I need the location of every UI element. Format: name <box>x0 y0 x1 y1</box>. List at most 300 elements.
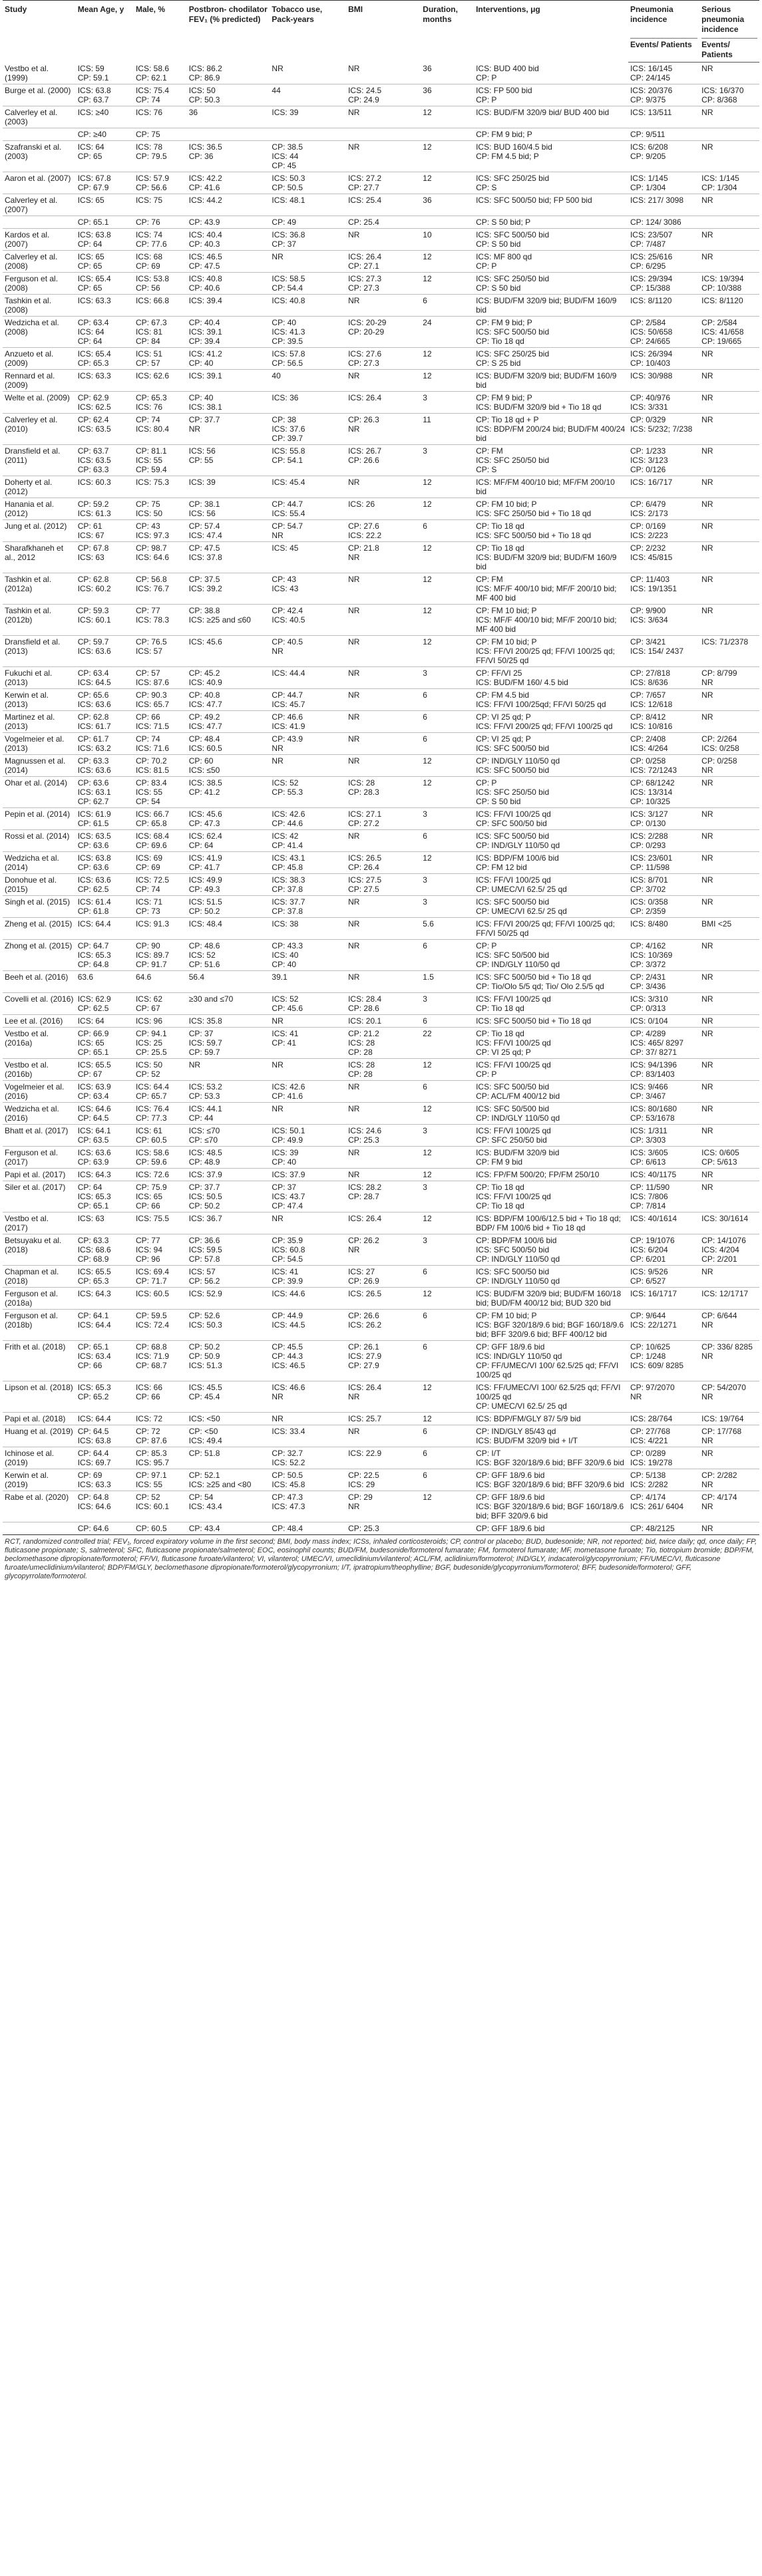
age-cell-line: CP: 64.6 <box>77 1524 109 1533</box>
duration-cell: 6 <box>421 1425 474 1447</box>
age-cell-line: CP: 63.7 <box>77 446 109 456</box>
serious-pneumonia-cell <box>699 348 759 370</box>
duration-cell: 3 <box>421 1125 474 1147</box>
serious-pneumonia-cell-line: ICS: 12/1717 <box>701 1289 749 1298</box>
duration-cell: 3 <box>421 392 474 414</box>
fev-cell-line: ICS: 40.4 <box>188 230 222 239</box>
table-row <box>3 918 759 940</box>
fev-cell <box>187 370 270 392</box>
duration-cell: 6 <box>421 520 474 542</box>
pneumonia-cell <box>628 971 699 993</box>
tobacco-cell <box>270 1425 346 1447</box>
tobacco-cell-line: CP: 41 <box>272 1038 297 1048</box>
pneumonia-cell-line: ICS: 8/701 <box>630 875 668 885</box>
fev-cell <box>187 874 270 896</box>
male-cell-line: ICS: 81.5 <box>135 766 169 775</box>
serious-pneumonia-cell-line: NR <box>701 575 713 584</box>
fev-cell-line: ICS: 36.7 <box>188 1214 222 1223</box>
male-cell-line: CP: 98.7 <box>135 543 167 553</box>
study-cell: Calverley et al. (2010) <box>3 414 76 445</box>
male-cell-line: CP: 69.6 <box>135 841 167 850</box>
serious-pneumonia-cell <box>699 918 759 940</box>
tobacco-cell <box>270 1522 346 1535</box>
male-cell-line: CP: 68.8 <box>135 1342 167 1352</box>
pneumonia-cell-line: ICS: 25/616 <box>630 252 673 261</box>
study-cell: Rossi et al. (2014) <box>3 830 76 852</box>
pneumonia-cell-line: CP: 2/584 <box>630 318 666 327</box>
male-cell-line: CP: 75.9 <box>135 1183 167 1192</box>
fev-cell <box>187 229 270 251</box>
tobacco-cell-line: ICS: 44.6 <box>272 1289 305 1298</box>
fev-cell <box>187 273 270 295</box>
pneumonia-cell-line: ICS: 2/173 <box>630 509 668 518</box>
study-cell: Kerwin et al. (2019) <box>3 1469 76 1491</box>
duration-cell: 6 <box>421 1469 474 1491</box>
fev-cell-line: 36 <box>188 108 198 117</box>
fev-cell <box>187 1147 270 1169</box>
age-cell <box>76 874 134 896</box>
interventions-cell <box>474 1015 628 1028</box>
tobacco-cell-line: CP: 40 <box>272 318 297 327</box>
duration-cell: 12 <box>421 777 474 808</box>
fev-cell-line: CP: 60 <box>188 756 214 766</box>
serious-pneumonia-cell <box>699 1181 759 1213</box>
bmi-cell <box>346 1169 421 1181</box>
age-cell-line: CP: 65.6 <box>77 690 109 700</box>
fev-cell-line: ICS: 49.4 <box>188 1436 222 1445</box>
interventions-cell-line: CP: S <box>476 465 497 474</box>
study-cell: Fukuchi et al. (2013) <box>3 667 76 689</box>
pneumonia-cell-line: ICS: 16/145 <box>630 64 673 73</box>
interventions-cell <box>474 808 628 830</box>
fev-cell-line: CP: 39.4 <box>188 337 220 346</box>
pneumonia-cell <box>628 1028 699 1059</box>
bmi-cell-line: NR <box>348 1104 360 1113</box>
study-cell: Kerwin et al. (2013) <box>3 689 76 711</box>
tobacco-cell <box>270 128 346 141</box>
interventions-cell <box>474 392 628 414</box>
fev-cell <box>187 1491 270 1522</box>
interventions-cell-line: CP: FM 10 bid; P <box>476 606 537 615</box>
male-cell-line: CP: 59.6 <box>135 1157 167 1167</box>
fev-cell-line: CP: 48.4 <box>188 734 220 744</box>
fev-cell <box>187 1469 270 1491</box>
bmi-cell-line: NR <box>348 690 360 700</box>
pneumonia-cell-line: ICS: 72/1243 <box>630 766 677 775</box>
interventions-cell-line: ICS: BUD/FM 320/9 bid + Tio 18 qd <box>476 402 602 412</box>
serious-pneumonia-cell-line: NR <box>701 1060 713 1070</box>
fev-cell <box>187 573 270 605</box>
tobacco-cell <box>270 63 346 84</box>
interventions-cell <box>474 1425 628 1447</box>
pneumonia-cell <box>628 229 699 251</box>
fev-cell <box>187 141 270 172</box>
male-cell-line: ICS: 69 <box>135 853 162 863</box>
interventions-cell-line: ICS: FF/VI 100/25 qd <box>476 1126 551 1135</box>
tobacco-cell <box>270 317 346 348</box>
duration-cell: 12 <box>421 1059 474 1081</box>
serious-pneumonia-cell-line: NR <box>701 1524 713 1533</box>
study-cell: Tashkin et al. (2012b) <box>3 605 76 636</box>
tobacco-cell-line: CP: 37.8 <box>272 907 303 916</box>
age-cell-line: CP: 65.1 <box>77 1201 109 1211</box>
bmi-cell-line: CP: 28.7 <box>348 1192 379 1201</box>
pneumonia-cell-line: ICS: 40/1614 <box>630 1214 677 1223</box>
interventions-cell <box>474 1234 628 1266</box>
male-cell-line: CP: 74 <box>135 734 160 744</box>
fev-cell-line: CP: 86.9 <box>188 72 220 82</box>
serious-pneumonia-cell <box>699 605 759 636</box>
pneumonia-cell <box>628 414 699 445</box>
pneumonia-cell-line: CP: 27/768 <box>630 1427 670 1436</box>
fev-cell-line: CP: 38.8 <box>188 606 220 615</box>
table-row <box>3 370 759 392</box>
serious-pneumonia-cell-line: BMI <25 <box>701 919 732 929</box>
bmi-cell-line: NR <box>348 941 360 950</box>
serious-pneumonia-cell-line: NR <box>701 252 713 261</box>
male-cell-line: ICS: 75.3 <box>135 478 169 487</box>
table-row <box>3 1469 759 1491</box>
male-cell <box>134 1028 187 1059</box>
serious-pneumonia-cell <box>699 755 759 777</box>
fev-cell-line: ICS: 45.6 <box>188 809 222 819</box>
bmi-cell-line: CP: 28.6 <box>348 1004 379 1013</box>
age-cell-line: ICS: 65.4 <box>77 349 111 358</box>
table-row <box>3 1059 759 1081</box>
age-cell-line: CP: 63.3 <box>77 1236 109 1245</box>
age-cell <box>76 830 134 852</box>
bmi-cell-line: NR <box>348 575 360 584</box>
study-cell: Bhatt et al. (2017) <box>3 1125 76 1147</box>
male-cell-line: ICS: 89.7 <box>135 950 169 960</box>
interventions-cell-line: ICS: BDP/FM 100/6/12.5 bid + Tio 18 qd; BDP/ FM 100/6 bid + Tio 18 qd <box>476 1214 621 1232</box>
bmi-cell-line: NR <box>348 63 360 73</box>
fev-cell-line: CP: 56.2 <box>188 1276 220 1286</box>
pneumonia-cell-line: ICS: 19/278 <box>630 1458 673 1467</box>
fev-cell <box>187 940 270 971</box>
pneumonia-cell-line: ICS: 94/1396 <box>630 1060 677 1070</box>
male-cell <box>134 755 187 777</box>
interventions-cell-line: CP: IND/GLY 85/43 qd <box>476 1427 556 1436</box>
interventions-cell <box>474 1147 628 1169</box>
fev-cell-line: CP: 36.6 <box>188 1236 220 1245</box>
pneumonia-cell-line: ICS: 26/394 <box>630 349 673 358</box>
age-cell-line: ICS: 63.5 <box>77 831 111 841</box>
bmi-cell-line: ICS: 26.4 <box>348 393 382 402</box>
serious-pneumonia-cell-line: ICS: 19/764 <box>701 1414 744 1423</box>
tobacco-cell <box>270 1341 346 1381</box>
interventions-cell <box>474 636 628 667</box>
bmi-cell-line: ICS: 26.4 <box>348 1383 382 1392</box>
tobacco-cell-line: CP: 56.5 <box>272 358 303 368</box>
pneumonia-cell <box>628 273 699 295</box>
male-cell-line: CP: 81.1 <box>135 446 167 456</box>
tobacco-cell-line: ICS: 50.3 <box>272 174 305 183</box>
interventions-cell-line: ICS: SFC 500/50 bid <box>476 897 550 907</box>
bmi-cell-line: NR <box>348 1427 360 1436</box>
age-cell-line: CP: 65 <box>77 152 102 161</box>
interventions-cell-line: ICS: SFC 250/50 bid <box>476 274 550 283</box>
male-cell-line: ICS: 55 <box>135 456 162 465</box>
male-cell-line: ICS: 64.6 <box>135 553 169 562</box>
duration-cell: 12 <box>421 172 474 194</box>
serious-pneumonia-cell-line: CP: 2/201 <box>701 1254 737 1264</box>
tobacco-cell-line: ICS: 41.9 <box>272 722 305 731</box>
age-cell-line: ICS: 63.9 <box>77 1082 111 1091</box>
fev-cell <box>187 1081 270 1103</box>
pneumonia-cell-line: CP: 0/313 <box>630 1004 666 1013</box>
study-cell: Pepin et al. (2014) <box>3 808 76 830</box>
study-cell: Dransfield et al. (2011) <box>3 445 76 476</box>
male-cell-line: CP: 72 <box>135 1427 160 1436</box>
bmi-cell <box>346 1125 421 1147</box>
serious-pneumonia-cell <box>699 1413 759 1425</box>
duration-cell: 36 <box>421 63 474 84</box>
male-cell-line: CP: 96 <box>135 1254 160 1264</box>
age-cell-line: CP: 59.2 <box>77 500 109 509</box>
age-cell <box>76 808 134 830</box>
male-cell-line: CP: 67 <box>135 1004 160 1013</box>
bmi-cell-line: ICS: 27.6 <box>348 349 382 358</box>
bmi-cell <box>346 1015 421 1028</box>
age-cell-line: ICS: 64.4 <box>77 1414 111 1423</box>
serious-pneumonia-cell-line: NR <box>701 831 713 841</box>
age-cell-line: ICS: 63.1 <box>77 787 111 797</box>
bmi-cell <box>346 755 421 777</box>
tobacco-cell <box>270 1288 346 1310</box>
fev-cell <box>187 216 270 229</box>
bmi-cell-line: NR <box>348 606 360 615</box>
tobacco-cell-line: NR <box>272 756 284 766</box>
interventions-cell-line: ICS: FP 500 bid <box>476 86 532 95</box>
age-cell-line: CP: 64.7 <box>77 941 109 950</box>
bmi-cell-line: ICS: 27.2 <box>348 174 382 183</box>
age-cell-line: CP: 64.8 <box>77 960 109 969</box>
age-cell <box>76 392 134 414</box>
pneumonia-cell <box>628 392 699 414</box>
serious-pneumonia-cell <box>699 1103 759 1125</box>
male-cell-line: CP: 85.3 <box>135 1449 167 1458</box>
interventions-cell-line: ICS: SFC 250/50 bid <box>476 787 550 797</box>
tobacco-cell-line: CP: 49.9 <box>272 1135 303 1145</box>
interventions-cell <box>474 370 628 392</box>
serious-pneumonia-cell <box>699 106 759 128</box>
serious-pneumonia-cell <box>699 896 759 918</box>
fev-cell-line: ICS: 45.6 <box>188 637 222 646</box>
pneumonia-cell <box>628 1059 699 1081</box>
age-cell-line: ICS: 63.4 <box>77 1352 111 1361</box>
bmi-cell-line: ICS: 22.2 <box>348 531 382 540</box>
pneumonia-cell-line: ICS: 19/1351 <box>630 584 677 593</box>
interventions-cell <box>474 689 628 711</box>
age-cell <box>76 1213 134 1234</box>
interventions-cell-line: ICS: BDP/FM 100/6 bid <box>476 853 559 863</box>
age-cell-line: CP: 63.7 <box>77 95 109 104</box>
fev-cell-line: ICS: 57 <box>188 1267 216 1276</box>
age-cell <box>76 1015 134 1028</box>
bmi-cell-line: NR <box>348 712 360 722</box>
interventions-cell-line: ICS: BGF 320/18/9.6 bid; BGF 160/18/9.6 bid; BFF 320/9.6 bid <box>476 1502 624 1520</box>
serious-pneumonia-cell <box>699 777 759 808</box>
pneumonia-cell <box>628 1103 699 1125</box>
bmi-cell <box>346 1288 421 1310</box>
interventions-cell-line: CP: FM <box>476 446 503 456</box>
fev-cell <box>187 1288 270 1310</box>
pneumonia-cell-line: CP: 3/436 <box>630 982 666 991</box>
serious-pneumonia-cell-line: NR <box>701 196 713 205</box>
tobacco-cell <box>270 1169 346 1181</box>
male-cell-line: ICS: 57.9 <box>135 174 169 183</box>
table-row <box>3 295 759 317</box>
table-row <box>3 1310 759 1341</box>
male-cell <box>134 251 187 273</box>
study-cell: Vogelmeier et al. (2016) <box>3 1081 76 1103</box>
bmi-cell-line: ICS: 26.5 <box>348 1289 382 1298</box>
tobacco-cell-line: NR <box>272 1214 284 1223</box>
fev-cell-line: ICS: ≤70 <box>188 1126 220 1135</box>
male-cell <box>134 542 187 573</box>
serious-pneumonia-cell-line: CP: 0/258 <box>701 756 737 766</box>
interventions-cell-line: CP: BDP/FM 100/6 bid <box>476 1236 557 1245</box>
pneumonia-cell-line: CP: 3/303 <box>630 1135 666 1145</box>
pneumonia-cell-line: ICS: 8/1120 <box>630 296 672 305</box>
bmi-cell-line: CP: 27.1 <box>348 261 379 271</box>
study-cell: Kardos et al. (2007) <box>3 229 76 251</box>
fev-cell-line: ICS: 39.2 <box>188 584 222 593</box>
age-cell-line: CP: 67.8 <box>77 543 109 553</box>
tobacco-cell <box>270 1059 346 1081</box>
interventions-cell-line: ICS: SFC 250/25 bid <box>476 174 550 183</box>
male-cell-line: CP: 54 <box>135 797 160 806</box>
study-cell: Ferguson et al. (2018b) <box>3 1310 76 1341</box>
male-cell <box>134 392 187 414</box>
fev-cell <box>187 689 270 711</box>
pneumonia-cell-line: ICS: 16/717 <box>630 478 673 487</box>
study-cell: Papi et al. (2018) <box>3 1413 76 1425</box>
bmi-cell <box>346 498 421 520</box>
pneumonia-cell-line: NR <box>630 1392 642 1401</box>
tobacco-cell <box>270 689 346 711</box>
age-cell-line: CP: 64 <box>77 239 102 249</box>
fev-cell-line: ICS: <50 <box>188 1414 220 1423</box>
pneumonia-cell <box>628 1491 699 1522</box>
male-cell <box>134 1147 187 1169</box>
age-cell-line: CP: 64.8 <box>77 1493 109 1502</box>
interventions-cell-line: ICS: SFC 500/50 bid <box>476 766 550 775</box>
pneumonia-cell-line: CP: 2/232 <box>630 543 666 553</box>
age-cell-line: CP: 65.2 <box>77 1392 109 1401</box>
table-row <box>3 755 759 777</box>
fev-cell <box>187 1234 270 1266</box>
age-cell <box>76 229 134 251</box>
serious-pneumonia-cell-line: NR <box>701 1352 713 1361</box>
serious-pneumonia-cell-line: NR <box>701 809 713 819</box>
pneumonia-cell <box>628 84 699 106</box>
fev-cell-line: CP: 53.3 <box>188 1091 220 1101</box>
male-cell <box>134 216 187 229</box>
pneumonia-cell <box>628 1234 699 1266</box>
male-cell-line: CP: 74 <box>135 885 160 894</box>
interventions-cell <box>474 106 628 128</box>
tobacco-cell <box>270 1181 346 1213</box>
male-cell-line: CP: 83.4 <box>135 778 167 787</box>
pneumonia-cell-line: CP: 19/1076 <box>630 1236 675 1245</box>
fev-cell-line: ICS: 50.5 <box>188 1192 222 1201</box>
study-cell: Sharafkhaneh et al., 2012 <box>3 542 76 573</box>
bmi-cell <box>346 896 421 918</box>
fev-cell-line: CP: 64 <box>188 841 214 850</box>
bmi-cell-line: CP: 26.4 <box>348 863 379 872</box>
tobacco-cell <box>270 971 346 993</box>
duration-cell <box>421 128 474 141</box>
serious-pneumonia-cell <box>699 1469 759 1491</box>
duration-cell: 3 <box>421 808 474 830</box>
age-cell <box>76 273 134 295</box>
male-cell-line: CP: 52 <box>135 1493 160 1502</box>
fev-cell-line: CP: 48.9 <box>188 1157 220 1167</box>
pneumonia-cell-line: ICS: 23/601 <box>630 853 673 863</box>
study-cell: Calverley et al. (2007) <box>3 194 76 216</box>
age-cell <box>76 1413 134 1425</box>
header-serious-events: Events/ Patients <box>699 36 759 63</box>
table-row <box>3 1288 759 1310</box>
tobacco-cell <box>270 874 346 896</box>
fev-cell-line: ICS: 59.5 <box>188 1245 222 1254</box>
interventions-cell <box>474 1381 628 1413</box>
bmi-cell-line: ICS: 28 <box>348 1038 375 1048</box>
age-cell-line: ICS: 67.8 <box>77 174 111 183</box>
fev-cell <box>187 918 270 940</box>
pneumonia-cell-line: ICS: 154/ 2437 <box>630 646 684 656</box>
age-cell <box>76 84 134 106</box>
pneumonia-cell-line: CP: 2/359 <box>630 907 666 916</box>
male-cell-line: CP: 73 <box>135 907 160 916</box>
header-tobacco: Tobacco use, Pack-years <box>270 1 346 63</box>
serious-pneumonia-cell <box>699 971 759 993</box>
male-cell-line: ICS: 65.7 <box>135 700 169 709</box>
age-cell-line: ICS: 65.4 <box>77 274 111 283</box>
fev-cell <box>187 852 270 874</box>
bmi-cell-line: ICS: 26.5 <box>348 853 382 863</box>
pneumonia-cell-line: ICS: 13/314 <box>630 787 673 797</box>
interventions-cell-line: CP: IND/GLY 110/50 qd <box>476 756 560 766</box>
age-cell-line: ICS: 65.3 <box>77 1383 111 1392</box>
fev-cell-line: CP: 49.2 <box>188 712 220 722</box>
male-cell <box>134 808 187 830</box>
age-cell <box>76 1266 134 1288</box>
age-cell <box>76 1081 134 1103</box>
bmi-cell-line: ICS: 24.5 <box>348 86 382 95</box>
serious-pneumonia-cell <box>699 1491 759 1522</box>
table-row <box>3 1213 759 1234</box>
pneumonia-cell-line: CP: 7/814 <box>630 1201 666 1211</box>
fev-cell-line: ICS: 37.8 <box>188 553 222 562</box>
serious-pneumonia-cell <box>699 573 759 605</box>
tobacco-cell-line: ICS: 57.8 <box>272 349 305 358</box>
male-cell <box>134 971 187 993</box>
age-cell-line: ICS: 69.7 <box>77 1458 111 1467</box>
duration-cell: 12 <box>421 1491 474 1522</box>
pneumonia-cell <box>628 993 699 1015</box>
pneumonia-cell <box>628 1181 699 1213</box>
bmi-cell <box>346 733 421 755</box>
pneumonia-cell-line: ICS: 609/ 8285 <box>630 1361 684 1370</box>
pneumonia-cell <box>628 498 699 520</box>
fev-cell-line: ICS: 43.4 <box>188 1502 222 1511</box>
male-cell-line: CP: 74 <box>135 415 160 424</box>
pneumonia-cell-line: CP: 0/169 <box>630 521 666 531</box>
table-row <box>3 1103 759 1125</box>
